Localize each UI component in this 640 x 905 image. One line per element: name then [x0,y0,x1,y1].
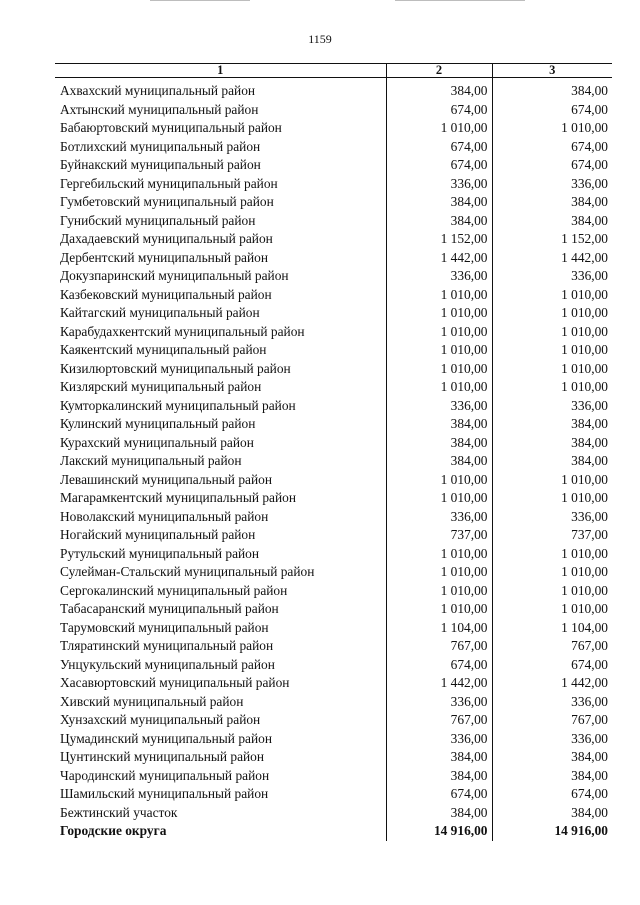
table-row [55,674,612,693]
table-row [55,508,612,527]
amount-col3: 1 104,00 [492,619,612,638]
amount-col3: 336,00 [492,508,612,527]
municipality-name: Дербентский муниципальный район [60,249,269,265]
amount-col3: 1 010,00 [492,360,612,379]
amount-col2: 767,00 [386,637,492,656]
amount-col3: 336,00 [492,175,612,194]
municipality-name: Сергокалинский муниципальный район [60,582,288,598]
table-row [55,212,612,231]
municipality-name: Новолакский муниципальный район [60,508,269,524]
amount-col2: 384,00 [386,193,492,212]
municipality-name: Ахтынский муниципальный район [60,101,259,117]
total-row [55,822,612,841]
table-row [55,434,612,453]
table-row [55,323,612,342]
municipality-name: Дахадаевский муниципальный район [60,231,273,246]
amount-col3: 1 442,00 [492,674,612,693]
table-row [55,230,612,249]
municipality-name: Гунибский муниципальный район [60,212,256,228]
amount-col3: 384,00 [492,767,612,786]
amount-col3: 384,00 [492,804,612,823]
amount-col3: 1 010,00 [492,304,612,323]
table-row [55,286,612,305]
municipality-name: Магарамкентский муниципальный район [60,490,297,505]
amount-col2: 14 916,00 [386,822,492,841]
municipality-name: Рутульский муниципальный район [60,545,260,561]
amount-col3: 336,00 [492,693,612,712]
amount-col3: 1 010,00 [492,600,612,619]
amount-col3: 1 442,00 [492,249,612,268]
municipality-name: Сулейман-Стальский муниципальный район [60,564,315,579]
municipality-name: Ногайский муниципальный район [60,527,256,542]
amount-col3: 384,00 [492,212,612,231]
table-row [55,175,612,194]
amount-col2: 336,00 [386,693,492,712]
amount-col2: 384,00 [386,212,492,231]
amount-col2: 336,00 [386,175,492,194]
amount-col3: 1 010,00 [492,545,612,564]
table-row [55,767,612,786]
amount-col2: 1 442,00 [386,674,492,693]
table-row [55,804,612,823]
municipality-name: Городские округа [60,823,167,838]
municipality-name: Кайтагский муниципальный район [60,305,260,320]
amount-col2: 384,00 [386,434,492,453]
amount-col2: 674,00 [386,656,492,675]
municipality-name: Лакский муниципальный район [60,453,242,468]
amount-col2: 1 010,00 [386,360,492,379]
amount-col3: 674,00 [492,785,612,804]
column-header-2: 2 [386,64,492,78]
amount-col2: 1 010,00 [386,304,492,323]
table-row [55,545,612,564]
amount-col2: 737,00 [386,526,492,545]
municipality-name: Хивский муниципальный район [60,693,244,709]
municipality-name: Гумбетовский муниципальный район [60,194,274,209]
amount-col2: 674,00 [386,156,492,175]
table-row [55,489,612,508]
municipality-name: Докузпаринский муниципальный район [60,268,289,283]
municipality-name: Казбековский муниципальный район [60,286,272,302]
amount-col3: 674,00 [492,101,612,120]
municipality-name: Тарумовский муниципальный район [60,619,269,635]
page-number: 1159 [308,32,332,46]
amount-col2: 384,00 [386,415,492,434]
table-row [55,471,612,490]
amount-col3: 737,00 [492,526,612,545]
municipality-name: Кулинский муниципальный район [60,416,256,431]
amount-col2: 336,00 [386,397,492,416]
amount-col3: 384,00 [492,415,612,434]
table-row [55,193,612,212]
amount-col3: 384,00 [492,452,612,471]
municipality-name: Шамильский муниципальный район [60,786,269,801]
amount-col2: 336,00 [386,508,492,527]
municipality-name: Карабудахкентский муниципальный район [60,323,305,339]
amount-col2: 336,00 [386,267,492,286]
municipality-name: Гергебильский муниципальный район [60,175,278,191]
scan-edge-marks [0,0,640,2]
municipality-name: Хасавюртовский муниципальный район [60,675,290,690]
amount-col3: 1 010,00 [492,323,612,342]
allocation-table [55,63,612,841]
table-row [55,637,612,656]
table-body [55,78,612,841]
amount-col3: 14 916,00 [492,822,612,841]
amount-col2: 1 010,00 [386,323,492,342]
column-header-3: 3 [492,64,612,78]
municipality-name: Кизилюртовский муниципальный район [60,360,291,376]
amount-col3: 1 010,00 [492,378,612,397]
table-row [55,693,612,712]
amount-col3: 767,00 [492,637,612,656]
table-row [55,415,612,434]
amount-col2: 1 010,00 [386,341,492,360]
municipality-name: Кизлярский муниципальный район [60,379,262,394]
amount-col2: 384,00 [386,748,492,767]
table-row [55,378,612,397]
amount-col3: 1 010,00 [492,582,612,601]
table-row [55,101,612,120]
column-header-1: 1 [55,64,386,78]
municipality-name: Ботлихский муниципальный район [60,138,261,154]
amount-col3: 336,00 [492,730,612,749]
table-row [55,711,612,730]
amount-col3: 384,00 [492,434,612,453]
amount-col2: 384,00 [386,452,492,471]
table-row [55,730,612,749]
municipality-name: Левашинский муниципальный район [60,471,272,487]
amount-col3: 336,00 [492,397,612,416]
amount-col3: 1 010,00 [492,489,612,508]
table-row [55,119,612,138]
municipality-name: Табасаранский муниципальный район [60,601,279,616]
amount-col2: 1 010,00 [386,582,492,601]
amount-col3: 384,00 [492,193,612,212]
table-row [55,748,612,767]
municipality-name: Бежтинский участок [60,804,178,820]
table-row [55,600,612,619]
municipality-name: Чародинский муниципальный район [60,767,270,783]
amount-col2: 674,00 [386,101,492,120]
amount-col2: 674,00 [386,138,492,157]
header-row [55,64,612,78]
municipality-name: Каякентский муниципальный район [60,342,267,357]
municipality-name: Цунтинский муниципальный район [60,749,265,764]
amount-col2: 384,00 [386,767,492,786]
table-row [55,341,612,360]
amount-col2: 1 010,00 [386,119,492,138]
amount-col3: 1 010,00 [492,119,612,138]
municipality-name: Буйнакский муниципальный район [60,157,261,172]
amount-col3: 674,00 [492,656,612,675]
table-row [55,267,612,286]
amount-col3: 336,00 [492,267,612,286]
table-row [55,360,612,379]
amount-col3: 1 010,00 [492,286,612,305]
table-row [55,563,612,582]
table-row [55,526,612,545]
amount-col3: 1 010,00 [492,563,612,582]
table-header [55,64,612,78]
table-row [55,619,612,638]
table-row [55,304,612,323]
amount-col2: 1 010,00 [386,563,492,582]
amount-col2: 1 010,00 [386,545,492,564]
amount-col2: 1 010,00 [386,471,492,490]
amount-col3: 1 010,00 [492,471,612,490]
municipality-name: Бабаюртовский муниципальный район [60,120,282,135]
amount-col3: 1 152,00 [492,230,612,249]
table-row [55,138,612,157]
amount-col2: 1 010,00 [386,600,492,619]
table-row [55,452,612,471]
municipality-name: Кумторкалинский муниципальный район [60,397,296,413]
municipality-name: Тляратинский муниципальный район [60,638,274,653]
table-row [55,397,612,416]
municipality-name: Хунзахский муниципальный район [60,712,261,727]
table-row [55,78,612,101]
municipality-name: Унцукульский муниципальный район [60,656,275,672]
table-row [55,156,612,175]
amount-col2: 1 010,00 [386,378,492,397]
table-row [55,249,612,268]
amount-col2: 336,00 [386,730,492,749]
amount-col2: 1 152,00 [386,230,492,249]
amount-col2: 674,00 [386,785,492,804]
amount-col2: 1 010,00 [386,286,492,305]
municipality-name: Курахский муниципальный район [60,434,254,450]
amount-col2: 384,00 [386,78,492,101]
amount-col2: 767,00 [386,711,492,730]
municipality-name: Ахвахский муниципальный район [60,83,256,98]
table-row [55,785,612,804]
amount-col3: 384,00 [492,748,612,767]
amount-col2: 1 010,00 [386,489,492,508]
table-row [55,582,612,601]
amount-col2: 384,00 [386,804,492,823]
amount-col3: 384,00 [492,78,612,101]
amount-col3: 767,00 [492,711,612,730]
amount-col3: 1 010,00 [492,341,612,360]
amount-col3: 674,00 [492,138,612,157]
amount-col3: 674,00 [492,156,612,175]
table-row [55,656,612,675]
amount-col2: 1 442,00 [386,249,492,268]
amount-col2: 1 104,00 [386,619,492,638]
municipality-name: Цумадинский муниципальный район [60,730,272,746]
